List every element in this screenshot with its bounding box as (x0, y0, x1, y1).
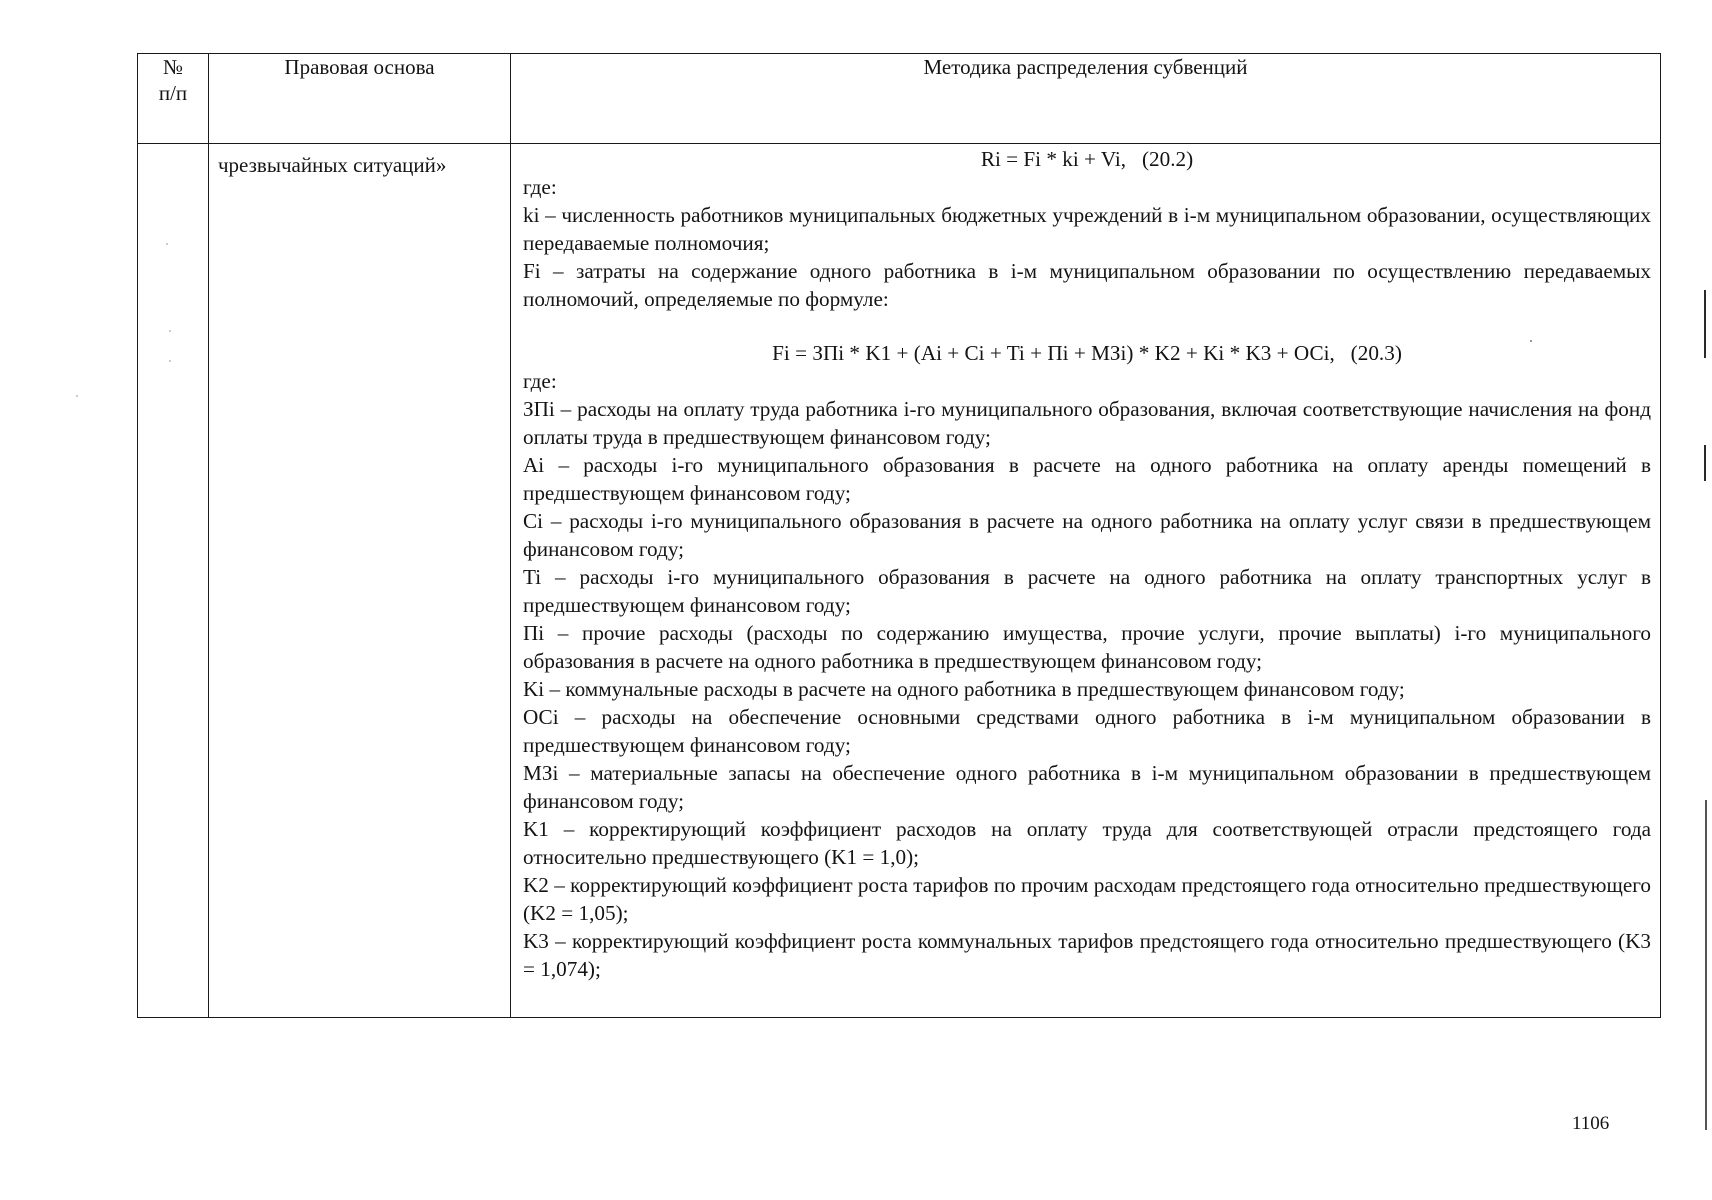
scan-speck (76, 395, 78, 397)
header-methodology: Методика распределения субвенций (511, 54, 1661, 144)
scan-edge-mark-1 (1704, 290, 1706, 358)
scan-speck (169, 330, 171, 332)
methodology-cell (511, 144, 1661, 1018)
methodology-paragraph: K1 – корректирующий коэффициент расходов на оплату труда для соответствующей отрасли предстоящего года относительно предшествующего (K1 = 1,0); (523, 817, 1651, 869)
table-row (138, 144, 1661, 1018)
methodology-paragraph: Ki – коммунальные расходы в расчете на одного работника в предшествующем финансовом году; (523, 677, 1405, 701)
scan-speck (1530, 340, 1532, 342)
scan-speck (169, 360, 171, 362)
table-header-row (138, 54, 1661, 144)
page-number: 1106 (1572, 1113, 1610, 1134)
methodology-paragraph: ОСi – расходы на обеспечение основными средствами одного работника в i-м муниципальном образовании в предшествующем финансовом году; (523, 705, 1651, 757)
legal-basis-cell (209, 144, 511, 1018)
header-legal-basis: Правовая основа (209, 54, 511, 144)
subvention-table (137, 53, 1661, 1018)
header-number-line1: № (162, 55, 184, 79)
row-number-cell (138, 144, 209, 1018)
methodology-paragraph: Fi – затраты на содержание одного работника в i-м муниципальном образовании по осуществлению передаваемых полномочий, определяемые по формуле: (523, 259, 1651, 311)
formula-line: Fi = ЗПi * K1 + (Ai + Ci + Ti + Пi + МЗi) * K2 + Ki * K3 + ОСi, (20.3) (772, 341, 1402, 365)
scan-edge-mark-3 (1705, 800, 1707, 1130)
methodology-paragraph: K3 – корректирующий коэффициент роста коммунальных тарифов предстоящего года относительно предшествующего (K3 = 1,074); (523, 929, 1651, 981)
header-number-line2: п/п (158, 81, 188, 105)
methodology-paragraph: Пi – прочие расходы (расходы по содержанию имущества, прочие услуги, прочие выплаты) i-го муниципального образования в расчете на одного работника в предшествующем финансовом году; (523, 621, 1651, 673)
methodology-paragraph: ki – численность работников муниципальных бюджетных учреждений в i-м муниципальном образовании, осуществляющих передаваемые полномочия; (523, 203, 1651, 255)
methodology-paragraph: Ai – расходы i-го муниципального образования в расчете на одного работника на оплату аренды помещений в предшествующем финансовом году; (523, 453, 1651, 505)
methodology-paragraph: где: (523, 175, 557, 199)
scan-speck (166, 243, 168, 245)
legal-basis-text: чрезвычайных ситуаций» (218, 153, 447, 177)
header-number-column (138, 54, 209, 144)
methodology-paragraph: Ci – расходы i-го муниципального образования в расчете на одного работника на оплату услуг связи в предшествующем финансовом году; (523, 509, 1651, 561)
formula-line: Ri = Fi * ki + Vi, (20.2) (980, 147, 1194, 171)
methodology-paragraph: Ti – расходы i-го муниципального образования в расчете на одного работника на оплату транспортных услуг в предшествующем финансовом году; (523, 565, 1651, 617)
scan-edge-mark-2 (1704, 445, 1706, 481)
methodology-paragraph: МЗi – материальные запасы на обеспечение одного работника в i-м муниципальном образовании в предшествующем финансовом году; (523, 761, 1651, 813)
methodology-paragraph: где: (523, 369, 557, 393)
methodology-paragraph: K2 – корректирующий коэффициент роста тарифов по прочим расходам предстоящего года относительно предшествующего (K2 = 1,05); (523, 873, 1651, 925)
methodology-text (511, 144, 1660, 983)
methodology-paragraph: ЗПi – расходы на оплату труда работника i-го муниципального образования, включая соответствующие начисления на фонд оплаты труда в предшествующем финансовом году; (523, 397, 1651, 449)
